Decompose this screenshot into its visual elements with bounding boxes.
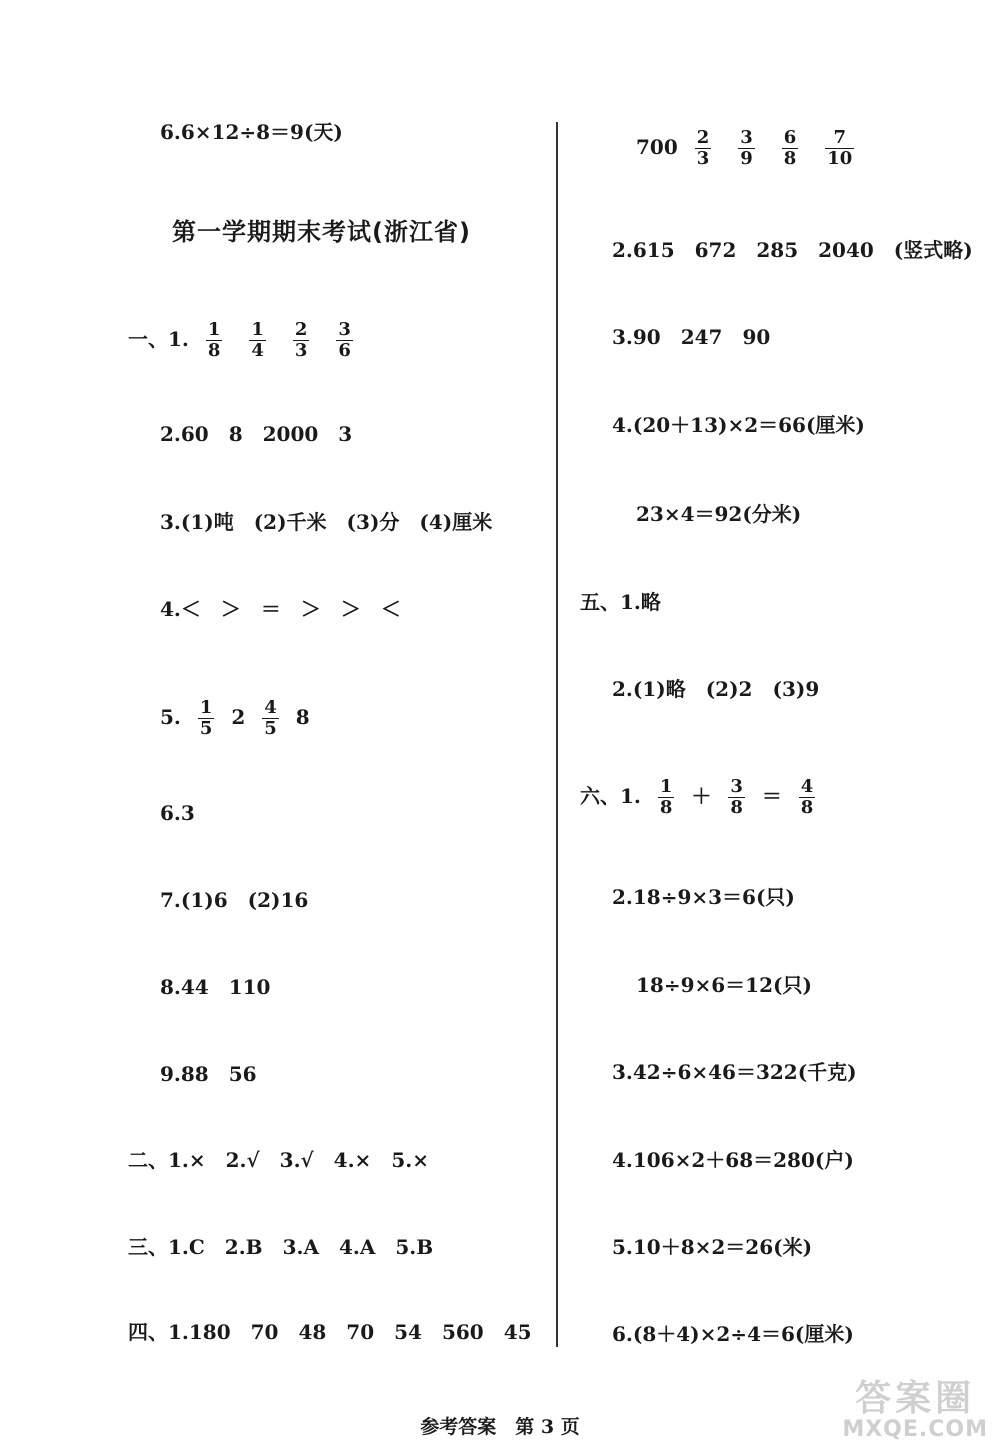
- fraction: $\frac{3}{9}$: [740, 127, 753, 169]
- section-2-answers: 二、1.× 2.√ 3.√ 4.× 5.×: [128, 1148, 429, 1172]
- section-title: 第一学期期末考试(浙江省): [172, 218, 471, 246]
- answer-1-8: 8.44 110: [160, 975, 271, 999]
- fraction: $\frac{1}{4}$: [251, 319, 264, 361]
- answer-1-6: 6.3: [160, 801, 195, 825]
- fraction: $\frac{1}{8}$: [207, 319, 221, 361]
- fraction: $\frac{2}{3}$: [696, 127, 710, 169]
- answer-1-4: 4.＜ ＞ ＝ ＞ ＞ ＜: [160, 597, 401, 621]
- answer-4-4b: 23×4＝92(分米): [636, 502, 802, 526]
- answer-4-1: 四、1.180 70 48 70 54 560 45: [128, 1320, 532, 1344]
- answer-6-6: 6.(8＋4)×2÷4＝6(厘米): [612, 1322, 854, 1346]
- answer-1-7: 7.(1)6 (2)16: [160, 888, 309, 912]
- section-3-answers: 三、1.C 2.B 3.A 4.A 5.B: [128, 1235, 434, 1259]
- answer-1-2: 2.60 8 2000 3: [160, 422, 353, 446]
- answer-6-2a: 2.18÷9×3＝6(只): [612, 885, 795, 909]
- answer-6-4: 4.106×2＋68＝280(户): [612, 1148, 854, 1172]
- fraction: $\frac{1}{5}$: [199, 697, 213, 739]
- page-footer: 参考答案 第 3 页: [420, 1416, 580, 1438]
- answer-1-9: 9.88 56: [160, 1062, 257, 1086]
- answer-4-4a: 4.(20＋13)×2＝66(厘米): [612, 413, 865, 437]
- answer-4-3: 3.90 247 90: [612, 325, 771, 349]
- fraction: $\frac{6}{8}$: [783, 127, 797, 169]
- answer-5-2: 2.(1)略 (2)2 (3)9: [612, 677, 820, 701]
- answer-1-3: 3.(1)吨 (2)千米 (3)分 (4)厘米: [160, 510, 493, 534]
- question-label: 5.: [160, 705, 181, 729]
- answer-5-1: 五、1.略: [580, 590, 661, 614]
- section-6-label: 六、1.: [580, 784, 641, 808]
- fraction: $\frac{4}{8}$: [800, 776, 814, 818]
- answer-1-5: 5. $\frac{1}{5}$ 2 $\frac{4}{5}$ 8: [160, 697, 310, 739]
- section-1-label: 一、1.: [128, 327, 189, 351]
- column-divider: [556, 122, 558, 1347]
- answer-6-2b: 18÷9×6＝12(只): [636, 973, 812, 997]
- answer-6-3: 3.42÷6×46＝322(千克): [612, 1060, 857, 1084]
- fraction: $\frac{3}{6}$: [338, 319, 351, 361]
- answer-1-1: [128, 320, 363, 361]
- fraction: $\frac{1}{8}$: [659, 776, 673, 818]
- watermark-logo: 答案圈 MXQE.COM: [842, 1378, 988, 1442]
- fraction: $\frac{2}{3}$: [294, 319, 308, 361]
- answer-6: 6.6×12÷8＝9(天): [160, 120, 343, 144]
- fraction: $\frac{7}{10}$: [827, 127, 853, 169]
- answer-6-5: 5.10＋8×2＝26(米): [612, 1235, 813, 1259]
- answer-6-1: 六、1. $\frac{1}{8}$ ＋ $\frac{3}{8}$ ＝ $\frac{4}{8}$: [580, 776, 814, 818]
- answer-4-1-continued: 700 $\frac{2}{3}$ $\frac{3}{9}$ $\frac{6}{8}$ $\frac{7}{10}$: [636, 127, 853, 169]
- fraction: $\frac{4}{5}$: [264, 697, 277, 739]
- fraction: $\frac{3}{8}$: [730, 776, 743, 818]
- answer-4-2: 2.615 672 285 2040 (竖式略): [612, 238, 973, 262]
